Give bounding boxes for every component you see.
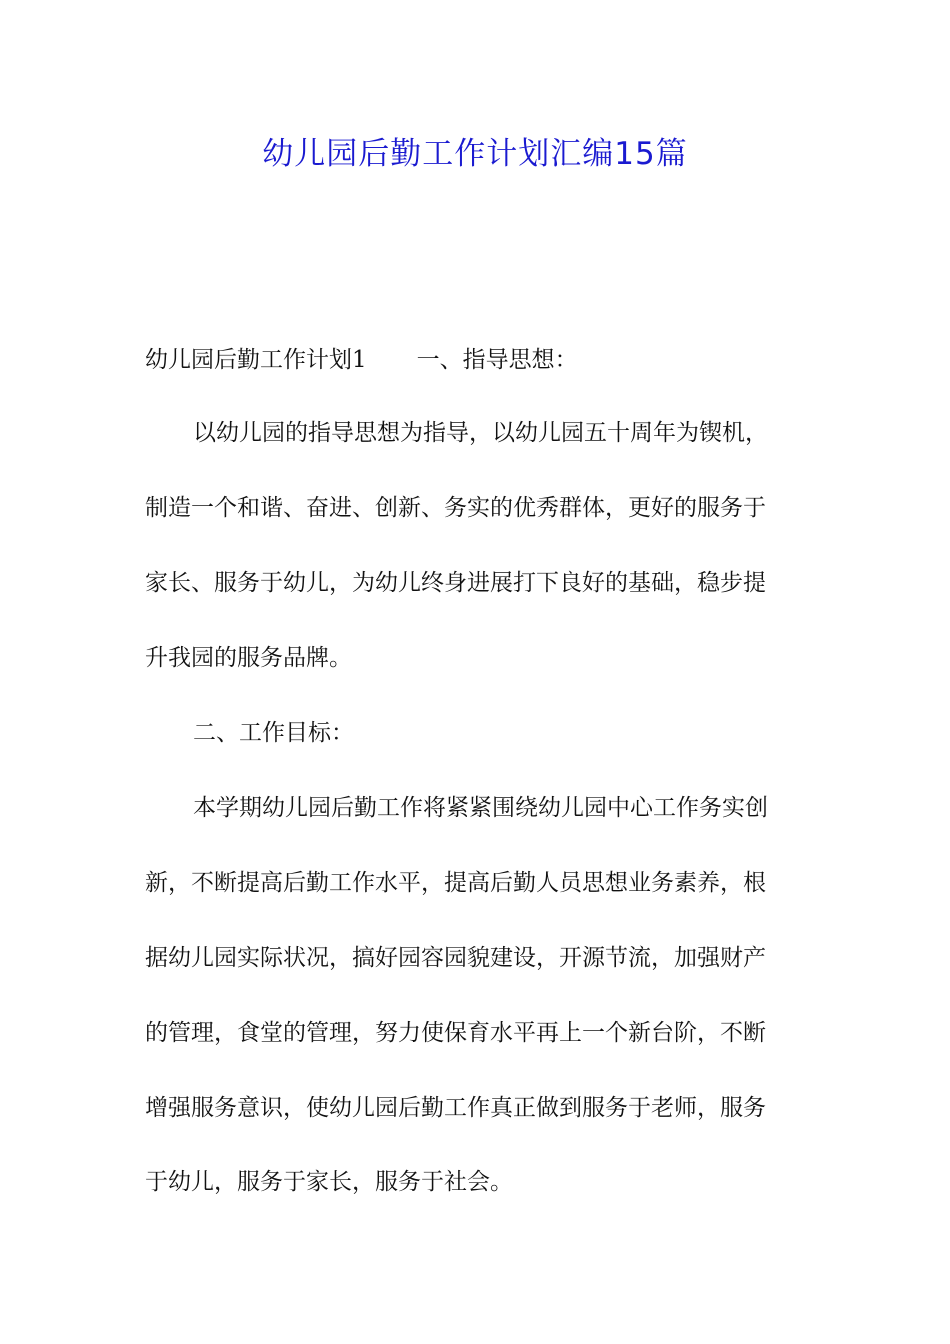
paragraph2-line: 于幼儿，服务于家长，服务于社会。 <box>145 1169 513 1195</box>
paragraph1-line: 制造一个和谐、奋进、创新、务实的优秀群体，更好的服务于 <box>145 495 766 521</box>
paragraph1-line: 以幼儿园的指导思想为指导，以幼儿园五十周年为锲机， <box>193 420 768 446</box>
paragraph2-line: 增强服务意识，使幼儿园后勤工作真正做到服务于老师，服务 <box>145 1095 766 1121</box>
paragraph2-line: 本学期幼儿园后勤工作将紧紧围绕幼儿园中心工作务实创 <box>193 795 768 821</box>
heading-line <box>145 344 578 376</box>
section2-heading: 二、工作目标： <box>193 720 354 746</box>
section-heading-guiding-thought: 一、指导思想： <box>416 347 578 373</box>
paragraph2-line: 新，不断提高后勤工作水平，提高后勤人员思想业务素养，根 <box>145 870 766 896</box>
section-heading-plan-1: 幼儿园后勤工作计划1 <box>145 347 367 373</box>
paragraph2-line: 的管理，食堂的管理，努力使保育水平再上一个新台阶，不断 <box>145 1020 766 1046</box>
paragraph1-line: 升我园的服务品牌。 <box>145 645 352 671</box>
paragraph2-line: 据幼儿园实际状况，搞好园容园貌建设，开源节流，加强财产 <box>145 945 766 971</box>
paragraph1-line: 家长、服务于幼儿，为幼儿终身进展打下良好的基础，稳步提 <box>145 570 766 596</box>
document-title: 幼儿园后勤工作计划汇编15篇 <box>262 136 688 172</box>
